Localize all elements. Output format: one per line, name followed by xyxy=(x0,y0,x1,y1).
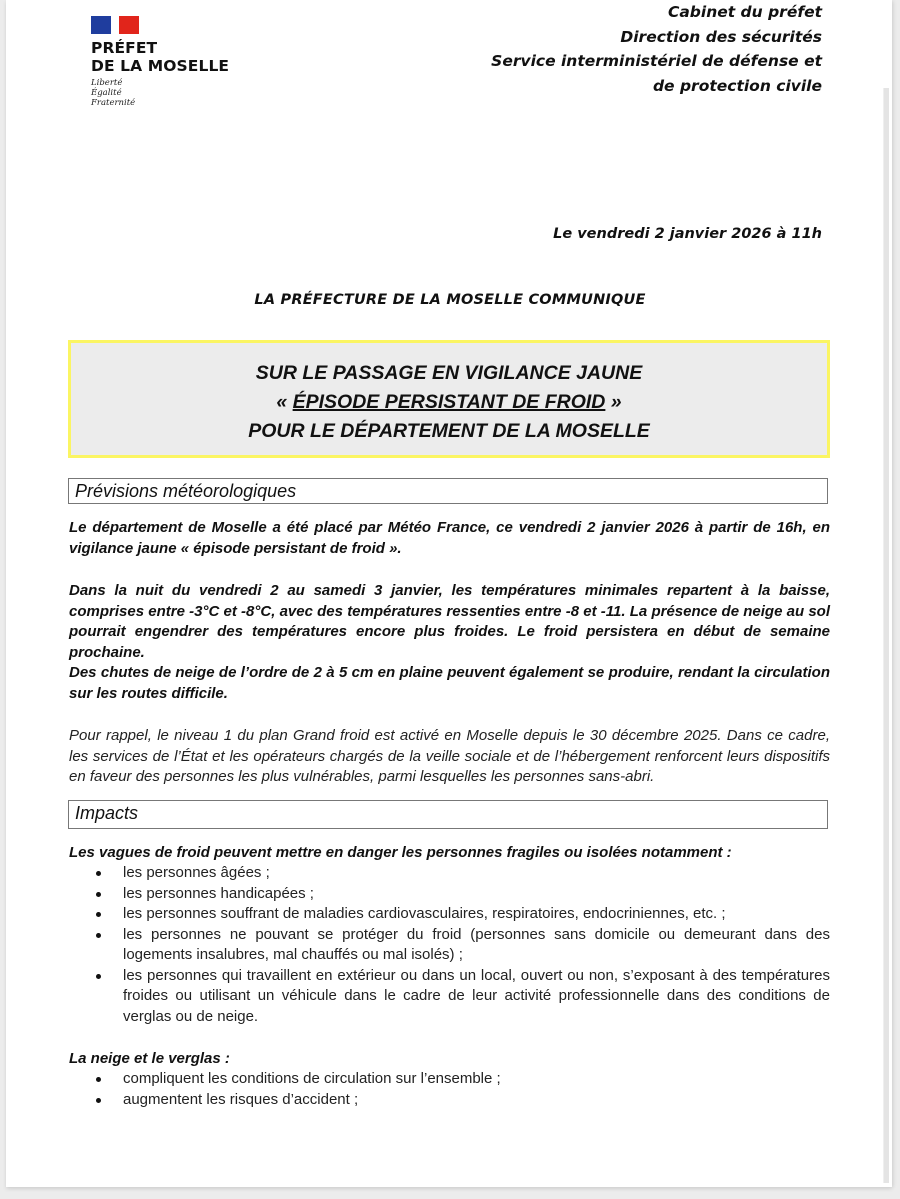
motto-liberte: Liberté xyxy=(91,78,123,88)
motto-egalite: Égalité xyxy=(91,88,122,98)
list-item: les personnes handicapées ; xyxy=(69,884,830,905)
service-line: Service interministériel de défense et xyxy=(491,52,822,70)
prefecture-logo xyxy=(91,16,229,108)
french-flag-icon xyxy=(91,16,139,34)
forecast-paragraph-2: Dans la nuit du vendredi 2 au samedi 3 janvier, les températures minimales repartent à la baisse, comprises entre -3°C et -8°C, avec des températures ressenties entre -8 et -11. La présence de neige au sol pourrait engendrer des températures encore plus froides. Le froid persistera en début de semaine prochaine. xyxy=(69,582,830,661)
vigilance-alert-box xyxy=(68,340,830,458)
section-heading-impacts: Impacts xyxy=(68,800,828,829)
scrollbar[interactable] xyxy=(883,88,889,1183)
snow-ice-list-title: La neige et le verglas : xyxy=(69,1050,230,1067)
list-item: les personnes âgées ; xyxy=(69,863,830,884)
republic-motto xyxy=(91,78,229,108)
alert-episode-name: ÉPISODE PERSISTANT DE FROID xyxy=(292,391,606,413)
bullet-icon xyxy=(96,1077,101,1082)
forecast-paragraph-3: Des chutes de neige de l’ordre de 2 à 5 cm en plaine peuvent également se produire, rendant la circulation sur les routes difficile. xyxy=(69,664,830,702)
issuing-services xyxy=(491,0,822,98)
forecast-paragraph-1: Le département de Moselle a été placé par Météo France, ce vendredi 2 janvier 2026 à partir de 16h, en vigilance jaune « épisode persistant de froid ». xyxy=(69,519,830,557)
vulnerable-people-list xyxy=(69,863,830,1027)
publication-date: Le vendredi 2 janvier 2026 à 11h xyxy=(553,226,822,242)
list-item: compliquent les conditions de circulation sur l’ensemble ; xyxy=(69,1069,830,1090)
snow-ice-effects-list xyxy=(69,1069,830,1110)
bullet-icon xyxy=(96,892,101,897)
communique-title: LA PRÉFECTURE DE LA MOSELLE COMMUNIQUE xyxy=(254,292,646,308)
bullet-icon xyxy=(96,974,101,979)
bullet-icon xyxy=(96,933,101,938)
motto-fraternite: Fraternité xyxy=(91,98,136,108)
alert-line3: POUR LE DÉPARTEMENT DE LA MOSELLE xyxy=(248,420,650,442)
logo-name-line2: DE LA MOSELLE xyxy=(91,57,230,75)
alert-line1: SUR LE PASSAGE EN VIGILANCE JAUNE xyxy=(255,362,643,384)
bullet-icon xyxy=(96,1098,101,1103)
list-item: les personnes souffrant de maladies cardiovasculaires, respiratoires, endocriniennes, etc. ; xyxy=(69,904,830,925)
bullet-icon xyxy=(96,871,101,876)
service-line: Cabinet du préfet xyxy=(667,3,822,21)
cold-waves-list-title: Les vagues de froid peuvent mettre en danger les personnes fragiles ou isolées notamment : xyxy=(69,844,732,861)
list-item: les personnes ne pouvant se protéger du froid (personnes sans domicile ou demeurant dans des logements insalubres, mal chauffés ou mal isolés) ; xyxy=(69,925,830,966)
section-heading-forecast: Prévisions météorologiques xyxy=(68,478,828,504)
alert-line2: « ÉPISODE PERSISTANT DE FROID » xyxy=(276,391,622,413)
forecast-paragraph-4: Pour rappel, le niveau 1 du plan Grand froid est activé en Moselle depuis le 30 décembre 2025. Dans ce cadre, les services de l’État et les opérateurs chargés de la veille sociale et de l’hébergement renforcent leurs dispositifs en faveur des personnes les plus vulnérables, parmi lesquelles les personnes sans-abri. xyxy=(69,727,830,785)
list-item: augmentent les risques d’accident ; xyxy=(69,1090,830,1111)
list-item: les personnes qui travaillent en extérieur ou dans un local, ouvert ou non, s’exposant à des températures froides ou utilisant un véhicule dans le cadre de leur activité professionnelle dans des conditions de verglas ou de neige. xyxy=(69,966,830,1028)
service-line: de protection civile xyxy=(652,76,822,95)
bullet-icon xyxy=(96,912,101,917)
logo-name-line1: PRÉFET xyxy=(91,39,158,57)
logo-name xyxy=(91,39,229,75)
service-line: Direction des sécurités xyxy=(620,27,822,46)
